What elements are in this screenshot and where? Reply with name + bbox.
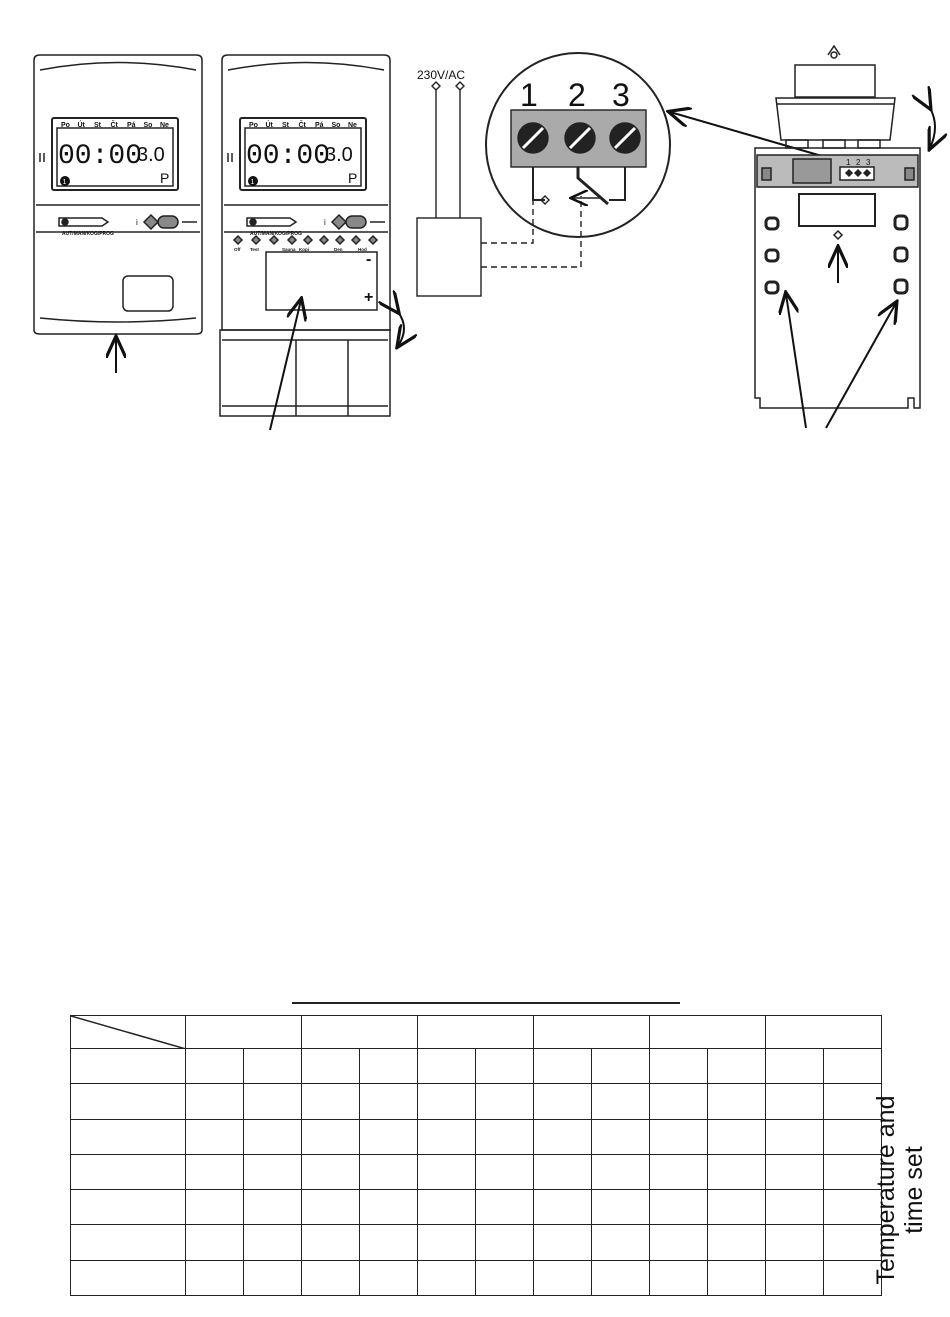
schedule-cell[interactable] — [708, 1260, 766, 1295]
schedule-cell[interactable] — [766, 1154, 824, 1189]
schedule-cell[interactable] — [186, 1119, 244, 1154]
lcd-day-2: St — [94, 122, 101, 129]
schedule-cell[interactable] — [534, 1260, 592, 1295]
schedule-cell[interactable] — [592, 1260, 650, 1295]
side-label-text — [872, 1090, 928, 1290]
schedule-cell[interactable] — [650, 1190, 708, 1225]
schedule-cell[interactable] — [592, 1119, 650, 1154]
day-column-header[interactable] — [418, 1016, 534, 1049]
minus-sign: - — [366, 251, 372, 268]
lcd-day-4: Pá — [127, 122, 136, 129]
table-row — [71, 1084, 882, 1119]
schedule-cell[interactable] — [418, 1119, 476, 1154]
schedule-cell[interactable] — [244, 1190, 302, 1225]
small-terminal-3: 3 — [866, 158, 871, 167]
schedule-cell[interactable] — [534, 1190, 592, 1225]
diagonal-header-cell — [71, 1016, 186, 1049]
lcd-day-5: So — [143, 122, 153, 129]
terminal-1-label: 1 — [520, 77, 538, 113]
schedule-cell[interactable] — [592, 1190, 650, 1225]
schedule-cell[interactable] — [302, 1154, 360, 1189]
small-terminal-2: 2 — [856, 158, 861, 167]
schedule-cell[interactable] — [708, 1084, 766, 1119]
schedule-cell[interactable] — [244, 1225, 302, 1260]
schedule-cell[interactable] — [186, 1154, 244, 1189]
schedule-cell[interactable] — [534, 1049, 592, 1084]
lcd-temperature: 3.0 — [325, 144, 353, 166]
schedule-cell[interactable] — [186, 1049, 244, 1084]
lcd-temperature: 3.0 — [137, 144, 165, 166]
day-column-header[interactable] — [186, 1016, 302, 1049]
schedule-cell[interactable] — [244, 1119, 302, 1154]
schedule-cell[interactable] — [766, 1190, 824, 1225]
schedule-cell[interactable] — [360, 1049, 418, 1084]
schedule-cell[interactable] — [418, 1260, 476, 1295]
schedule-cell[interactable] — [244, 1084, 302, 1119]
plus-sign: + — [364, 289, 374, 306]
btn-label-sauna: Sauna — [282, 247, 296, 252]
table-header-row — [71, 1016, 882, 1049]
terminal-2-label: 2 — [568, 77, 586, 113]
schedule-cell[interactable] — [592, 1084, 650, 1119]
schedule-cell[interactable] — [418, 1049, 476, 1084]
lcd-time: 00:00 — [58, 141, 143, 172]
schedule-cell[interactable] — [418, 1190, 476, 1225]
rotate-arrow-2 — [930, 108, 935, 148]
row-label-cell[interactable] — [71, 1225, 186, 1260]
side-label-line2: time set — [900, 1146, 928, 1234]
schedule-cell[interactable] — [650, 1225, 708, 1260]
schedule-cell[interactable] — [186, 1084, 244, 1119]
schedule-cell[interactable] — [650, 1119, 708, 1154]
lcd-day-0: Po — [61, 122, 70, 129]
row-label-cell[interactable] — [71, 1190, 186, 1225]
schedule-cell[interactable] — [186, 1190, 244, 1225]
schedule-cell[interactable] — [302, 1260, 360, 1295]
day-column-header[interactable] — [534, 1016, 650, 1049]
table-row — [71, 1049, 882, 1084]
table-row — [71, 1260, 882, 1295]
schedule-cell[interactable] — [244, 1260, 302, 1295]
row-label-cell[interactable] — [71, 1260, 186, 1295]
schedule-cell[interactable] — [302, 1225, 360, 1260]
schedule-cell[interactable] — [476, 1260, 534, 1295]
schedule-cell[interactable] — [418, 1154, 476, 1189]
table-row — [71, 1119, 882, 1154]
schedule-cell[interactable] — [708, 1154, 766, 1189]
wiring-schematic — [417, 53, 670, 296]
btn-label-off: Off — [234, 247, 241, 252]
lcd-program-number: 1 — [62, 179, 67, 186]
schedule-cell[interactable] — [302, 1084, 360, 1119]
schedule-table — [70, 1015, 882, 1296]
btn-label-kopi: Kopí — [299, 247, 309, 252]
schedule-cell[interactable] — [592, 1049, 650, 1084]
rotate-arrow-1 — [398, 312, 404, 346]
schedule-cell[interactable] — [476, 1154, 534, 1189]
lcd-day-1: Út — [265, 122, 273, 129]
schedule-cell[interactable] — [360, 1225, 418, 1260]
info-button-label: i — [324, 218, 326, 227]
lcd-time: 00:00 — [246, 141, 331, 172]
schedule-cell[interactable] — [418, 1084, 476, 1119]
schedule-cell[interactable] — [708, 1225, 766, 1260]
table-title-line — [292, 1002, 680, 1004]
schedule-cell[interactable] — [360, 1084, 418, 1119]
schedule-cell[interactable] — [534, 1119, 592, 1154]
schedule-cell[interactable] — [534, 1154, 592, 1189]
lcd-program-number: 1 — [250, 179, 255, 186]
lcd-day-6: Ne — [160, 122, 169, 129]
btn-label-den: Den — [334, 247, 343, 252]
row-label-cell[interactable] — [71, 1049, 186, 1084]
table-row — [71, 1154, 882, 1189]
schedule-cell[interactable] — [592, 1225, 650, 1260]
schedule-cell[interactable] — [476, 1084, 534, 1119]
thermostat-back-plate — [755, 46, 920, 408]
lcd-mode-letter: P — [348, 170, 358, 186]
schedule-cell[interactable] — [418, 1225, 476, 1260]
schedule-cell[interactable] — [360, 1154, 418, 1189]
schedule-cell[interactable] — [534, 1225, 592, 1260]
schedule-cell[interactable] — [766, 1225, 824, 1260]
voltage-label: 230V/AC — [417, 68, 466, 82]
schedule-cell[interactable] — [360, 1190, 418, 1225]
schedule-cell[interactable] — [650, 1260, 708, 1295]
schedule-cell[interactable] — [302, 1119, 360, 1154]
btn-label-hod: Hod — [358, 247, 367, 252]
lcd-day-0: Po — [249, 122, 258, 129]
schedule-cell[interactable] — [766, 1049, 824, 1084]
schedule-cell[interactable] — [824, 1049, 882, 1084]
schedule-cell[interactable] — [650, 1154, 708, 1189]
diagonal-line — [71, 1016, 186, 1049]
thermostat-front-closed — [34, 55, 202, 334]
schedule-cell[interactable] — [476, 1119, 534, 1154]
day-column-header[interactable] — [766, 1016, 882, 1049]
lcd-day-2: St — [282, 122, 289, 129]
schedule-cell[interactable] — [186, 1225, 244, 1260]
schedule-cell[interactable] — [534, 1084, 592, 1119]
row-label-cell[interactable] — [71, 1084, 186, 1119]
row-label-cell[interactable] — [71, 1119, 186, 1154]
terminal-3-label: 3 — [612, 77, 630, 113]
table-row — [71, 1190, 882, 1225]
schedule-cell[interactable] — [650, 1049, 708, 1084]
schedule-cell[interactable] — [244, 1154, 302, 1189]
day-column-header[interactable] — [302, 1016, 418, 1049]
schedule-cell[interactable] — [766, 1084, 824, 1119]
lcd-day-1: Út — [77, 122, 85, 129]
mode-switch-label: AUT/MAN/KOG/PROG — [250, 231, 302, 237]
lcd-day-5: So — [331, 122, 341, 129]
schedule-cell[interactable] — [476, 1225, 534, 1260]
schedule-cell[interactable] — [360, 1260, 418, 1295]
mode-switch-label: AUT/MAN/KOG/PROG — [62, 231, 114, 237]
schedule-cell[interactable] — [186, 1260, 244, 1295]
schedule-cell[interactable] — [476, 1049, 534, 1084]
schedule-cell[interactable] — [708, 1119, 766, 1154]
schedule-cell[interactable] — [708, 1190, 766, 1225]
schedule-cell[interactable] — [244, 1049, 302, 1084]
lcd-day-4: Pá — [315, 122, 324, 129]
thermostat-front-open — [220, 55, 390, 416]
schedule-cell[interactable] — [708, 1049, 766, 1084]
lcd-mode-letter: P — [160, 170, 170, 186]
lcd-day-3: Čt — [110, 122, 118, 129]
arrow-to-right-hole — [826, 303, 896, 428]
side-label-line1: Temperature and — [872, 1095, 900, 1285]
schedule-cell[interactable] — [650, 1084, 708, 1119]
small-terminal-1: 1 — [846, 158, 851, 167]
lcd-day-3: Čt — [298, 122, 306, 129]
btn-label-test: Test — [250, 247, 259, 252]
schedule-cell[interactable] — [302, 1049, 360, 1084]
table-row — [71, 1225, 882, 1260]
lcd-day-6: Ne — [348, 122, 357, 129]
schedule-cell[interactable] — [302, 1190, 360, 1225]
day-column-header[interactable] — [650, 1016, 766, 1049]
schedule-cell[interactable] — [360, 1119, 418, 1154]
lcd-display-2 — [234, 120, 373, 306]
schedule-cell[interactable] — [766, 1260, 824, 1295]
row-label-cell[interactable] — [71, 1154, 186, 1189]
info-button-label: i — [136, 218, 138, 227]
side-label — [872, 1090, 950, 1290]
schedule-cell[interactable] — [476, 1190, 534, 1225]
schedule-cell[interactable] — [766, 1119, 824, 1154]
schedule-cell[interactable] — [592, 1154, 650, 1189]
